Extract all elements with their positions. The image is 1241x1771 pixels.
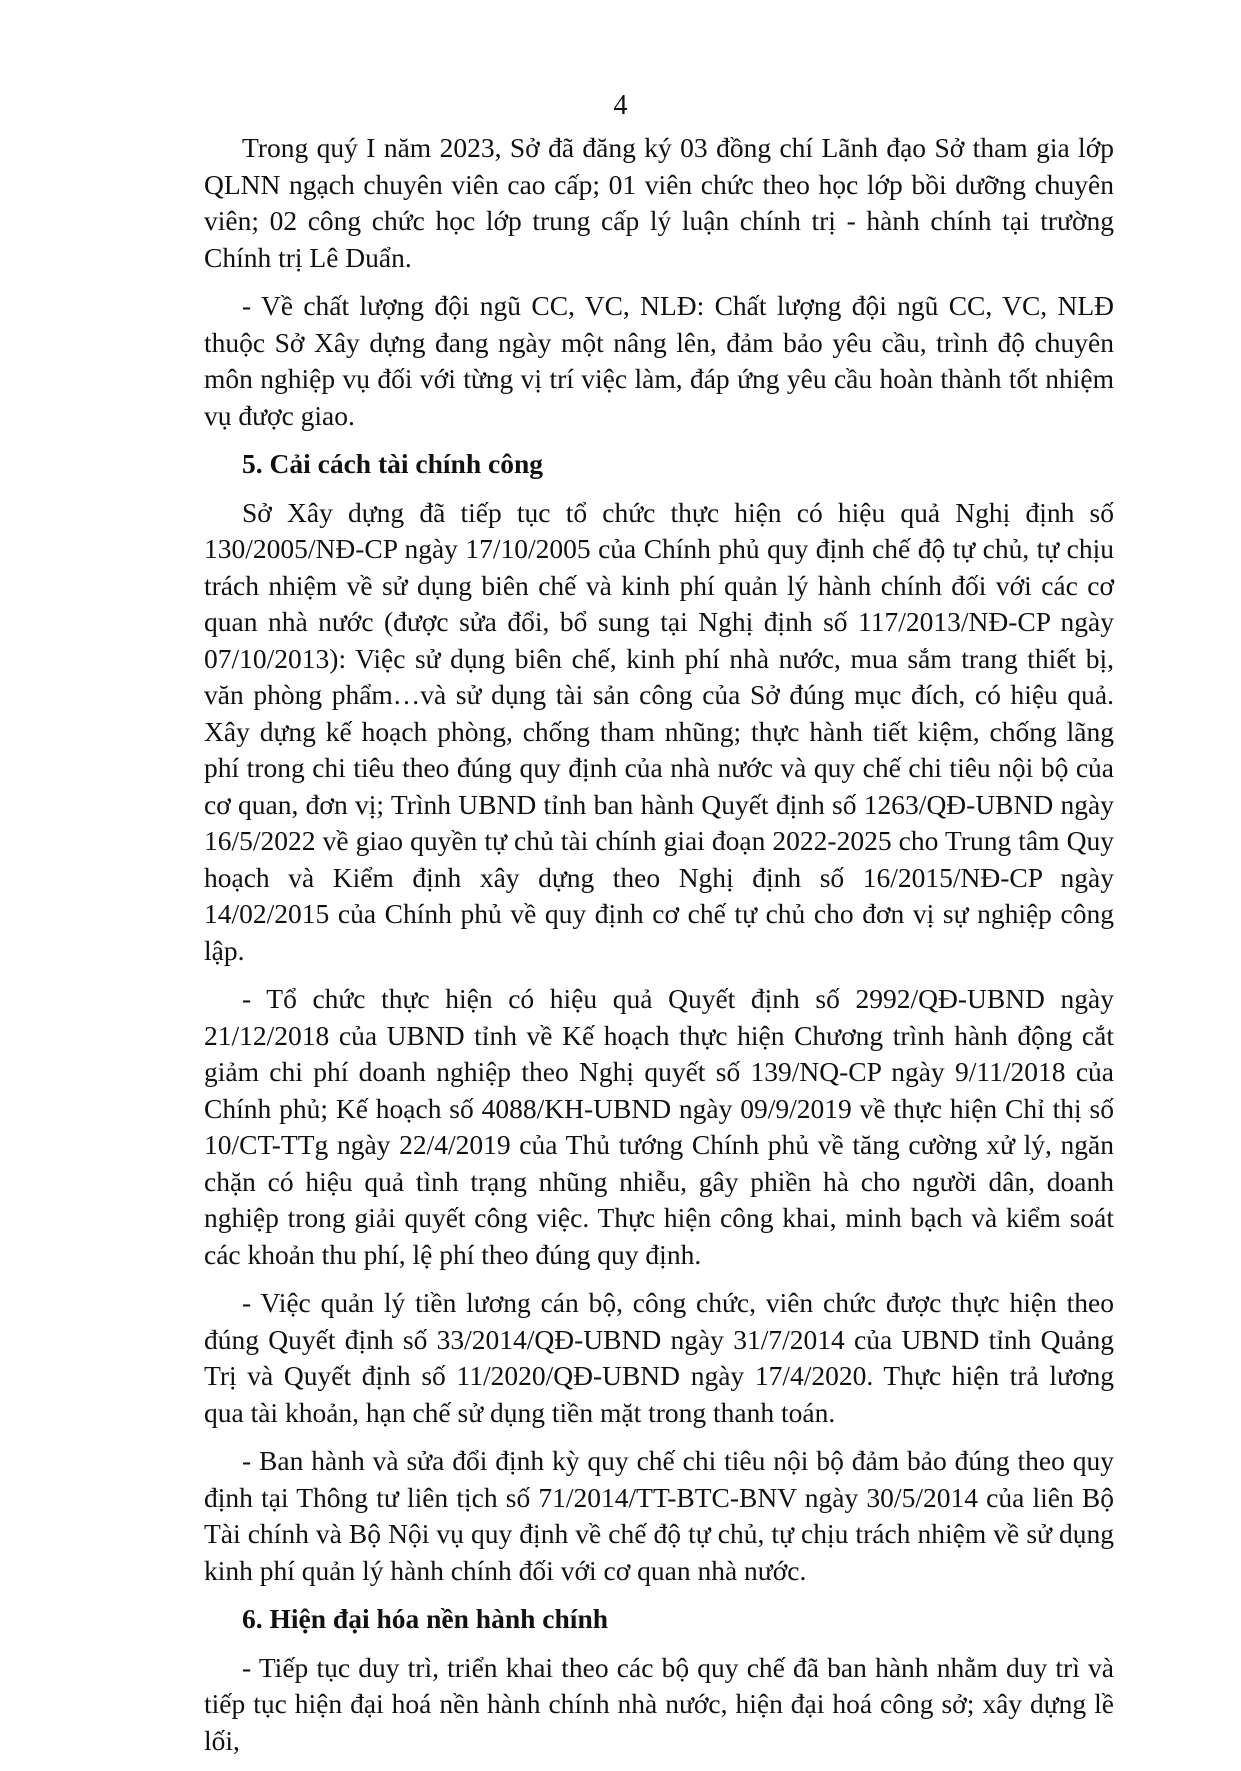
paragraph-finance-autonomy: Sở Xây dựng đã tiếp tục tổ chức thực hiện có hiệu quả Nghị định số 130/2005/NĐ-CP ngày 17/10/2005 của Chính phủ quy định chế độ tự chủ, tự chịu trách nhiệm về sử dụng biên chế và kinh phí quản lý hành chính đối với các cơ quan nhà nước (được sửa đổi, bổ sung tại Nghị định số 117/2013/NĐ-CP ngày 07/10/2013): Việc sử dụng biên chế, kinh phí nhà nước, mua sắm trang thiết bị, văn phòng phẩm…và sử dụng tài sản công của Sở đúng mục đích, có hiệu quả. Xây dựng kế hoạch phòng, chống tham nhũng; thực hành tiết kiệm, chống lãng phí trong chi tiêu theo đúng quy định của nhà nước và quy chế chi tiêu nội bộ của cơ quan, đơn vị; Trình UBND tỉnh ban hành Quyết định số 1263/QĐ-UBND ngày 16/5/2022 về giao quyền tự chủ tài chính giai đoạn 2022-2025 cho Trung tâm Quy hoạch và Kiểm định xây dựng theo Nghị định số 16/2015/NĐ-CP ngày 14/02/2015 của Chính phủ về quy định cơ chế tự chủ cho đơn vị sự nghiệp công lập. (204, 496, 1114, 966)
paragraph-internal-spending-rules: - Ban hành và sửa đổi định kỳ quy chế chi tiêu nội bộ đảm bảo đúng theo quy định tại Thông tư liên tịch số 71/2014/TT-BTC-BNV ngày 30/5/2014 của liên Bộ Tài chính và Bộ Nội vụ quy định về chế độ tự chủ, tự chịu trách nhiệm về sử dụng kinh phí quản lý hành chính đối với cơ quan nhà nước. (204, 1445, 1114, 1586)
page-number: 4 (613, 90, 628, 121)
section-heading-modernization: 6. Hiện đại hóa nền hành chính (242, 1603, 609, 1634)
paragraph-modernization: - Tiếp tục duy trì, triển khai theo các bộ quy chế đã ban hành nhằm duy trì và tiếp tục hiện đại hoá nền hành chính nhà nước, hiện đại hoá công sở; xây dựng lề lối, (204, 1651, 1114, 1756)
paragraph-cost-reduction: - Tổ chức thực hiện có hiệu quả Quyết định số 2992/QĐ-UBND ngày 21/12/2018 của UBND tỉnh về Kế hoạch thực hiện Chương trình hành động cắt giảm chi phí doanh nghiệp theo Nghị quyết số 139/NQ-CP ngày 9/11/2018 của Chính phủ; Kế hoạch số 4088/KH-UBND ngày 09/9/2019 về thực hiện Chỉ thị số 10/CT-TTg ngày 22/4/2019 của Thủ tướng Chính phủ về tăng cường xử lý, ngăn chặn có hiệu quả tình trạng nhũng nhiễu, gây phiền hà cho người dân, doanh nghiệp trong giải quyết công việc. Thực hiện công khai, minh bạch và kiểm soát các khoản thu phí, lệ phí theo đúng quy định. (204, 983, 1114, 1270)
paragraph-salary-management: - Việc quản lý tiền lương cán bộ, công chức, viên chức được thực hiện theo đúng Quyết định số 33/2014/QĐ-UBND ngày 31/7/2014 của UBND tỉnh Quảng Trị và Quyết định số 11/2020/QĐ-UBND ngày 17/4/2020. Thực hiện trả lương qua tài khoản, hạn chế sử dụng tiền mặt trong thanh toán. (204, 1287, 1114, 1428)
document-body (204, 130, 1114, 1771)
paragraph-staff-quality: - Về chất lượng đội ngũ CC, VC, NLĐ: Chất lượng đội ngũ CC, VC, NLĐ thuộc Sở Xây dựng đang ngày một nâng lên, đảm bảo yêu cầu, trình độ chuyên môn nghiệp vụ đối với từng vị trí việc làm, đáp ứng yêu cầu hoàn thành tốt nhiệm vụ được giao. (204, 290, 1114, 431)
section-heading-public-finance: 5. Cải cách tài chính công (242, 448, 543, 479)
paragraph-training: Trong quý I năm 2023, Sở đã đăng ký 03 đồng chí Lãnh đạo Sở tham gia lớp QLNN ngạch chuyên viên cao cấp; 01 viên chức theo học lớp bồi dưỡng chuyên viên; 02 công chức học lớp trung cấp lý luận chính trị - hành chính tại trường Chính trị Lê Duẩn. (204, 132, 1114, 273)
